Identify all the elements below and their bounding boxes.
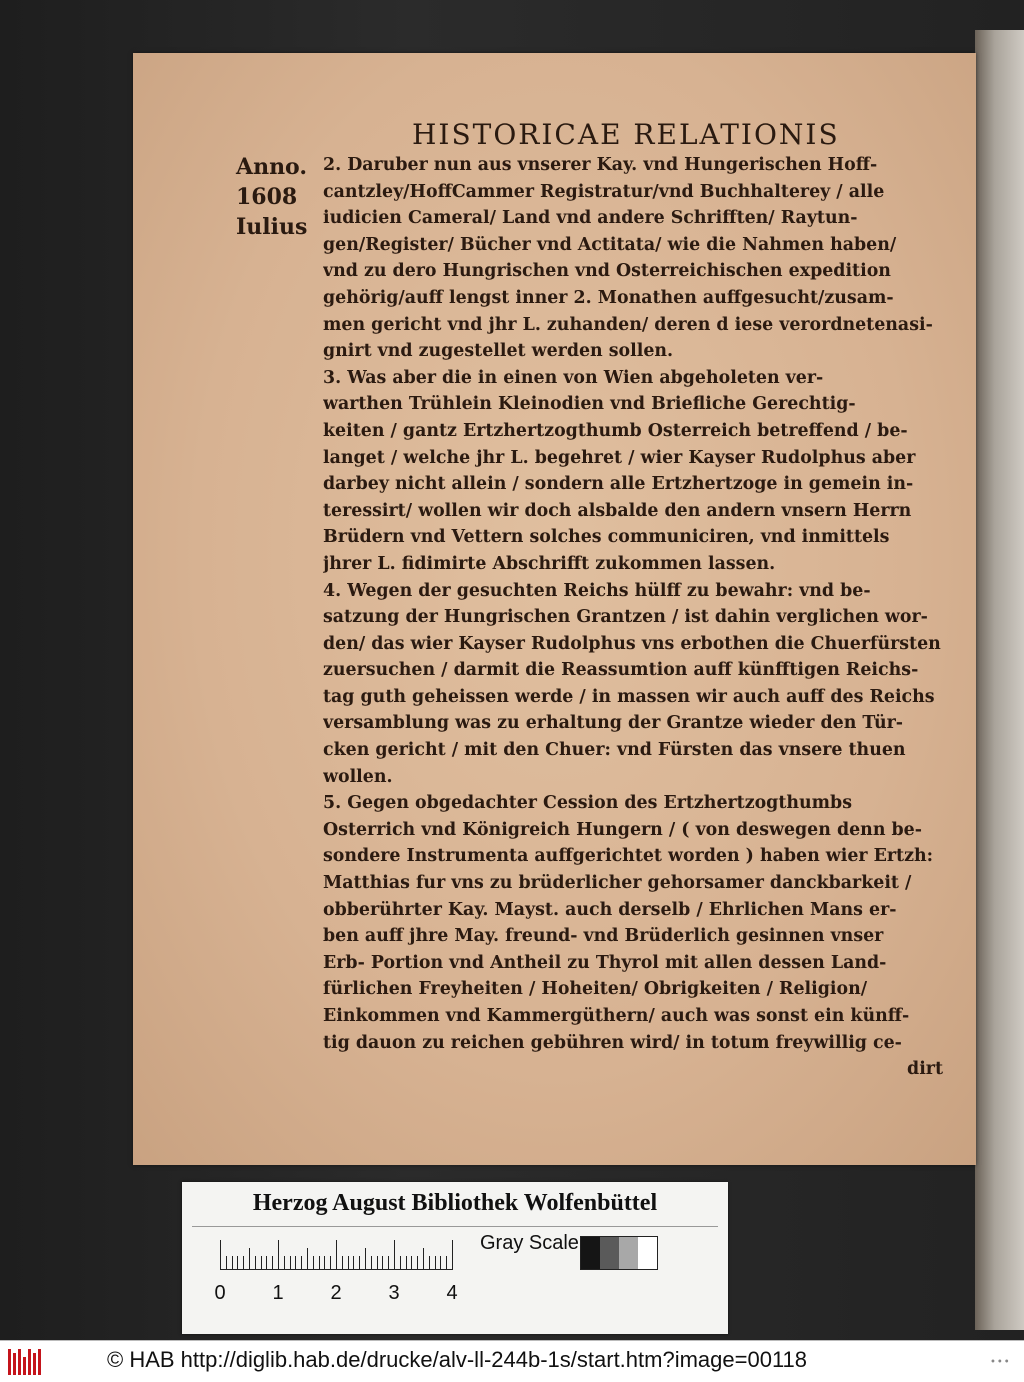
text-line: Brüdern vnd Vettern solches communiciren, vnd inmittels <box>323 527 890 548</box>
margin-note <box>236 152 320 242</box>
text-line: gnirt vnd zugestellet werden sollen. <box>323 341 674 362</box>
gray-swatch <box>600 1237 619 1269</box>
ruler-tick <box>359 1256 360 1270</box>
ruler-tick <box>400 1256 401 1270</box>
text-line: warthen Trühlein Kleinodien vnd Briefliche Gerechtig- <box>323 394 856 415</box>
ruler-tick <box>406 1256 407 1270</box>
ruler-tick <box>435 1256 436 1270</box>
text-line: cken gericht / mit den Chuer: vnd Fürsten das vnsere thuen <box>323 740 906 761</box>
ruler-tick <box>394 1240 395 1270</box>
ruler-tick <box>272 1256 273 1270</box>
text-line: zuersuchen / darmit die Reassumtion auff künfftigen Reichs- <box>323 660 919 681</box>
text-line: gen/Register/ Bücher vnd Actitata/ wie die Nahmen haben/ <box>323 234 897 255</box>
text-line: langet / welche jhr L. begehret / wier Kayser Rudolphus aber <box>323 447 916 468</box>
text-line: jhrer L. fidimirte Abschrifft zukommen lassen. <box>323 553 776 574</box>
ruler-tick <box>382 1256 383 1270</box>
text-line: Einkommen vnd Kammergüthern/ auch was sonst ein künff- <box>323 1006 910 1026</box>
copyright-url[interactable]: © HAB http://diglib.hab.de/drucke/alv-ll-244b-1s/start.htm?image=00118 <box>107 1347 808 1372</box>
text-line: tig dauon zu reichen gebühren wird/ in totum freywillig ce- <box>323 1032 902 1053</box>
ruler-number: 1 <box>272 1282 284 1304</box>
ruler-tick <box>348 1256 349 1270</box>
ruler-tick <box>440 1256 441 1270</box>
ruler-tick <box>284 1256 285 1270</box>
gray-swatch <box>638 1237 657 1269</box>
ruler-tick <box>261 1256 262 1270</box>
ruler-number: 0 <box>214 1282 226 1304</box>
ruler-tick <box>371 1256 372 1270</box>
text-line: keiten / gantz Ertzhertzogthumb Osterreich betreffend / be- <box>323 420 908 441</box>
ruler-tick <box>319 1256 320 1270</box>
page-body-text <box>323 152 943 1083</box>
ruler-tick <box>301 1256 302 1270</box>
text-line: wollen. <box>323 766 393 787</box>
text-line: iudicien Cameral/ Land vnd andere Schrifften/ Raytun- <box>323 208 858 229</box>
text-line: den/ das wier Kayser Rudolphus vns erbothen die Chuerfürsten <box>323 633 941 654</box>
ruler-tick <box>388 1256 389 1270</box>
hab-logo-icon <box>8 1349 46 1375</box>
ruler-tick <box>452 1240 453 1270</box>
ruler-tick <box>243 1256 244 1270</box>
margin-note-line: Iulius <box>236 214 308 240</box>
text-line: cantzley/HoffCammer Registratur/vnd Buchhalterey / alle <box>323 181 885 202</box>
text-line: 2. Daruber nun aus vnserer Kay. vnd Hungerischen Hoff- <box>323 155 878 175</box>
ruler-tick <box>295 1256 296 1270</box>
ruler-tick <box>417 1256 418 1270</box>
footer-bar <box>0 1340 1024 1382</box>
text-line: versamblung was zu erhaltung der Grantze wieder den Tür- <box>323 713 904 734</box>
text-line: gehörig/auff lengst inner 2. Monathen auffgesucht/zusam- <box>323 287 894 308</box>
color-scale-card <box>182 1182 728 1334</box>
gray-swatch <box>619 1237 638 1269</box>
ruler-tick <box>278 1240 279 1270</box>
text-line: Erb- Portion vnd Antheil zu Thyrol mit allen dessen Land- <box>323 952 887 973</box>
text-line: sondere Instrumenta auffgerichtet worden ) haben wier Ertzh: <box>323 846 934 867</box>
ruler-tick <box>266 1256 267 1270</box>
gray-scale-label: Gray Scale <box>480 1232 579 1254</box>
ruler-tick <box>324 1256 325 1270</box>
margin-note-line: 1608 <box>236 184 298 210</box>
adjacent-page-edge <box>975 30 1024 1330</box>
gray-scale-strip <box>580 1236 658 1270</box>
catchword: dirt <box>907 1059 943 1080</box>
ruler-tick <box>353 1256 354 1270</box>
text-line: 5. Gegen obgedachter Cession des Ertzhertzogthumbs <box>323 793 853 814</box>
ruler-tick <box>365 1248 366 1270</box>
text-line: Matthias fur vns zu brüderlicher gehorsamer danckbarkeit / <box>323 873 912 894</box>
ruler-tick <box>411 1256 412 1270</box>
ruler-tick <box>377 1256 378 1270</box>
text-line: teressirt/ wollen wir doch alsbalde den andern vnsern Herrn <box>323 500 912 521</box>
ruler-tick <box>307 1248 308 1270</box>
text-line: obberührter Kay. Mayst. auch derselb / Ehrlichen Mans er- <box>323 899 897 920</box>
text-line: 3. Was aber die in einen von Wien abgeholeten ver- <box>323 367 824 388</box>
ruler-tick <box>446 1256 447 1270</box>
ruler-tick <box>330 1256 331 1270</box>
text-line: tag guth geheissen werde / in massen wir auch auff des Reichs <box>323 686 935 707</box>
text-line: Osterrich vnd Königreich Hungern / ( von deswegen denn be- <box>323 819 922 840</box>
ruler-tick <box>226 1256 227 1270</box>
ruler <box>220 1240 452 1270</box>
ruler-tick <box>336 1240 337 1270</box>
running-head: HISTORICAE RELATIONIS <box>412 118 840 151</box>
ruler-tick <box>290 1256 291 1270</box>
ruler-number: 4 <box>446 1282 458 1304</box>
ruler-tick <box>232 1256 233 1270</box>
ruler-number: 2 <box>330 1282 342 1304</box>
more-dots-icon[interactable]: ••• <box>990 1357 1011 1368</box>
ruler-tick <box>342 1256 343 1270</box>
ruler-number: 3 <box>388 1282 400 1304</box>
text-line: fürlichen Freyheiten / Hoheiten/ Obrigkeiten / Religion/ <box>323 979 868 1000</box>
library-name: Herzog August Bibliothek Wolfenbüttel <box>252 1190 658 1216</box>
ruler-tick <box>237 1256 238 1270</box>
text-line: ben auff jhre May. freund- vnd Brüderlich gesinnen vnser <box>323 926 884 947</box>
ruler-tick <box>255 1256 256 1270</box>
text-line: darbey nicht allein / sondern alle Ertzhertzoge in gemein in- <box>323 474 914 495</box>
gray-swatch <box>581 1237 600 1269</box>
ruler-tick <box>313 1256 314 1270</box>
text-line: men gericht vnd jhr L. zuhanden/ deren d iese verordnetenasi- <box>323 314 933 335</box>
text-line: 4. Wegen der gesuchten Reichs hülff zu bewahr: vnd be- <box>323 580 871 601</box>
card-divider <box>192 1226 718 1227</box>
ruler-tick <box>249 1248 250 1270</box>
margin-note-line: Anno. <box>236 154 308 180</box>
text-line: vnd zu dero Hungrischen vnd Osterreichischen expedition <box>323 261 891 282</box>
ruler-tick <box>423 1248 424 1270</box>
text-line: satzung der Hungrischen Grantzen / ist dahin verglichen wor- <box>323 607 928 628</box>
ruler-tick <box>220 1240 221 1270</box>
ruler-tick <box>429 1256 430 1270</box>
